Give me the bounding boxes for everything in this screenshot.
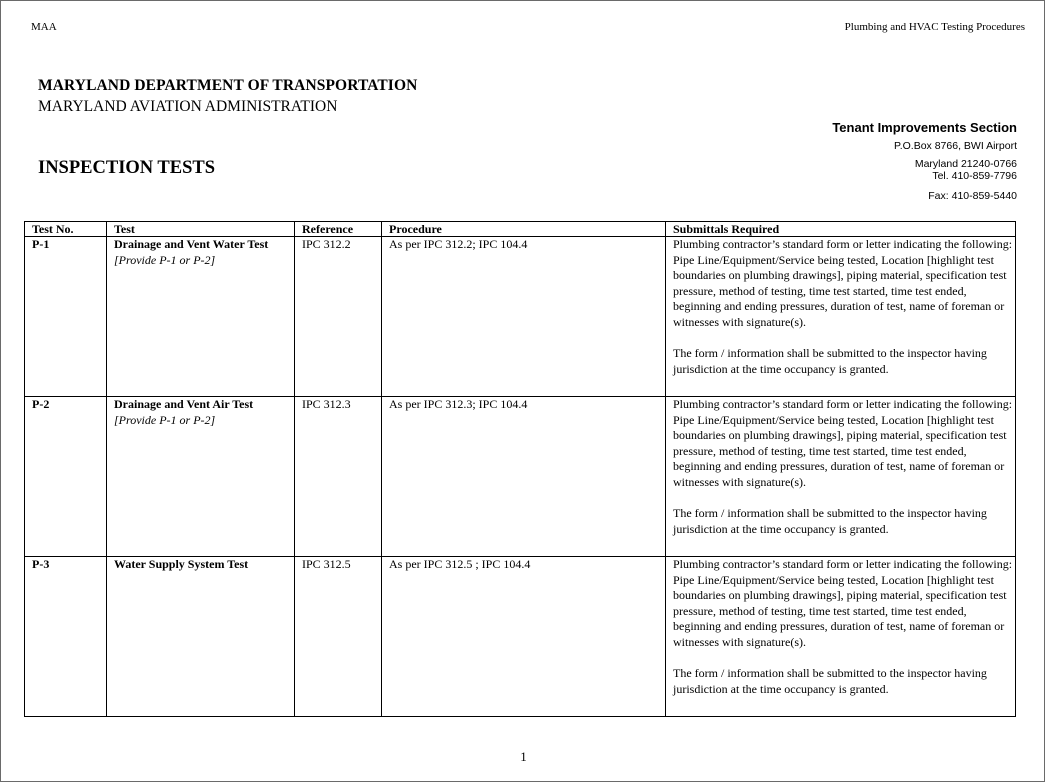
contact-city: Maryland 21240-0766 (914, 158, 1017, 170)
table-row (25, 237, 1016, 397)
test-reference: IPC 312.3 (295, 397, 382, 557)
submittal-note: The form / information shall be submitted to the inspector having jurisdiction at the time occupancy is granted. (673, 506, 987, 536)
table-row (25, 397, 1016, 557)
test-name-cell (107, 557, 295, 717)
contact-address: P.O.Box 8766, BWI Airport (894, 140, 1017, 152)
header-left: MAA (31, 21, 57, 33)
test-procedure: As per IPC 312.3; IPC 104.4 (382, 397, 666, 557)
test-note: [Provide P-1 or P-2] (114, 252, 216, 267)
test-procedure: As per IPC 312.5 ; IPC 104.4 (382, 557, 666, 717)
contact-tel: Tel. 410-859-7796 (932, 170, 1017, 182)
submittal-text: Plumbing contractor’s standard form or letter indicating the following: Pipe Line/Equipment/Service being tested, Location [highlight test boundaries on plumbing drawings], piping material, specification test pressure, method of testing, time test started, time test ended, beginning and ending pressures, duration of test, name of foreman or witnesses with signature(s). (673, 557, 1013, 649)
test-number: P-1 (25, 237, 107, 397)
org-department: MARYLAND DEPARTMENT OF TRANSPORTATION (38, 77, 418, 94)
test-name-cell (107, 237, 295, 397)
submittal-text: Plumbing contractor’s standard form or letter indicating the following: Pipe Line/Equipment/Service being tested, Location [highlight test boundaries on plumbing drawings], piping material, specification test pressure, method of testing, time test started, time test ended, beginning and ending pressures, duration of test, name of foreman or witnesses with signature(s). (673, 397, 1013, 489)
column-header: Procedure (382, 222, 666, 237)
submittals-cell (666, 397, 1016, 557)
test-reference: IPC 312.5 (295, 557, 382, 717)
table-header-row (25, 222, 1016, 237)
test-procedure: As per IPC 312.2; IPC 104.4 (382, 237, 666, 397)
test-name: Drainage and Vent Water Test (114, 237, 269, 251)
submittal-note: The form / information shall be submitted to the inspector having jurisdiction at the time occupancy is granted. (673, 346, 987, 376)
contact-fax: Fax: 410-859-5440 (928, 190, 1017, 202)
test-number: P-3 (25, 557, 107, 717)
inspection-tests-table (24, 221, 1016, 717)
page-number: 1 (520, 749, 527, 764)
submittal-note: The form / information shall be submitted to the inspector having jurisdiction at the time occupancy is granted. (673, 666, 987, 696)
submittals-cell (666, 557, 1016, 717)
test-number: P-2 (25, 397, 107, 557)
table-row (25, 557, 1016, 717)
org-administration: MARYLAND AVIATION ADMINISTRATION (38, 98, 338, 115)
test-reference: IPC 312.2 (295, 237, 382, 397)
column-header: Test No. (25, 222, 107, 237)
test-name: Drainage and Vent Air Test (114, 397, 254, 411)
test-note: [Provide P-1 or P-2] (114, 412, 216, 427)
column-header: Test (107, 222, 295, 237)
page-title: INSPECTION TESTS (38, 158, 216, 178)
column-header: Reference (295, 222, 382, 237)
test-name-cell (107, 397, 295, 557)
column-header: Submittals Required (666, 222, 1016, 237)
submittal-text: Plumbing contractor’s standard form or letter indicating the following: Pipe Line/Equipment/Service being tested, Location [highlight test boundaries on plumbing drawings], piping material, specification test pressure, method of testing, time test started, time test ended, beginning and ending pressures, duration of test, name of foreman or witnesses with signature(s). (673, 237, 1013, 329)
test-name: Water Supply System Test (114, 557, 249, 571)
contact-section: Tenant Improvements Section (832, 120, 1017, 135)
header-right: Plumbing and HVAC Testing Procedures (844, 21, 1025, 33)
submittals-cell (666, 237, 1016, 397)
